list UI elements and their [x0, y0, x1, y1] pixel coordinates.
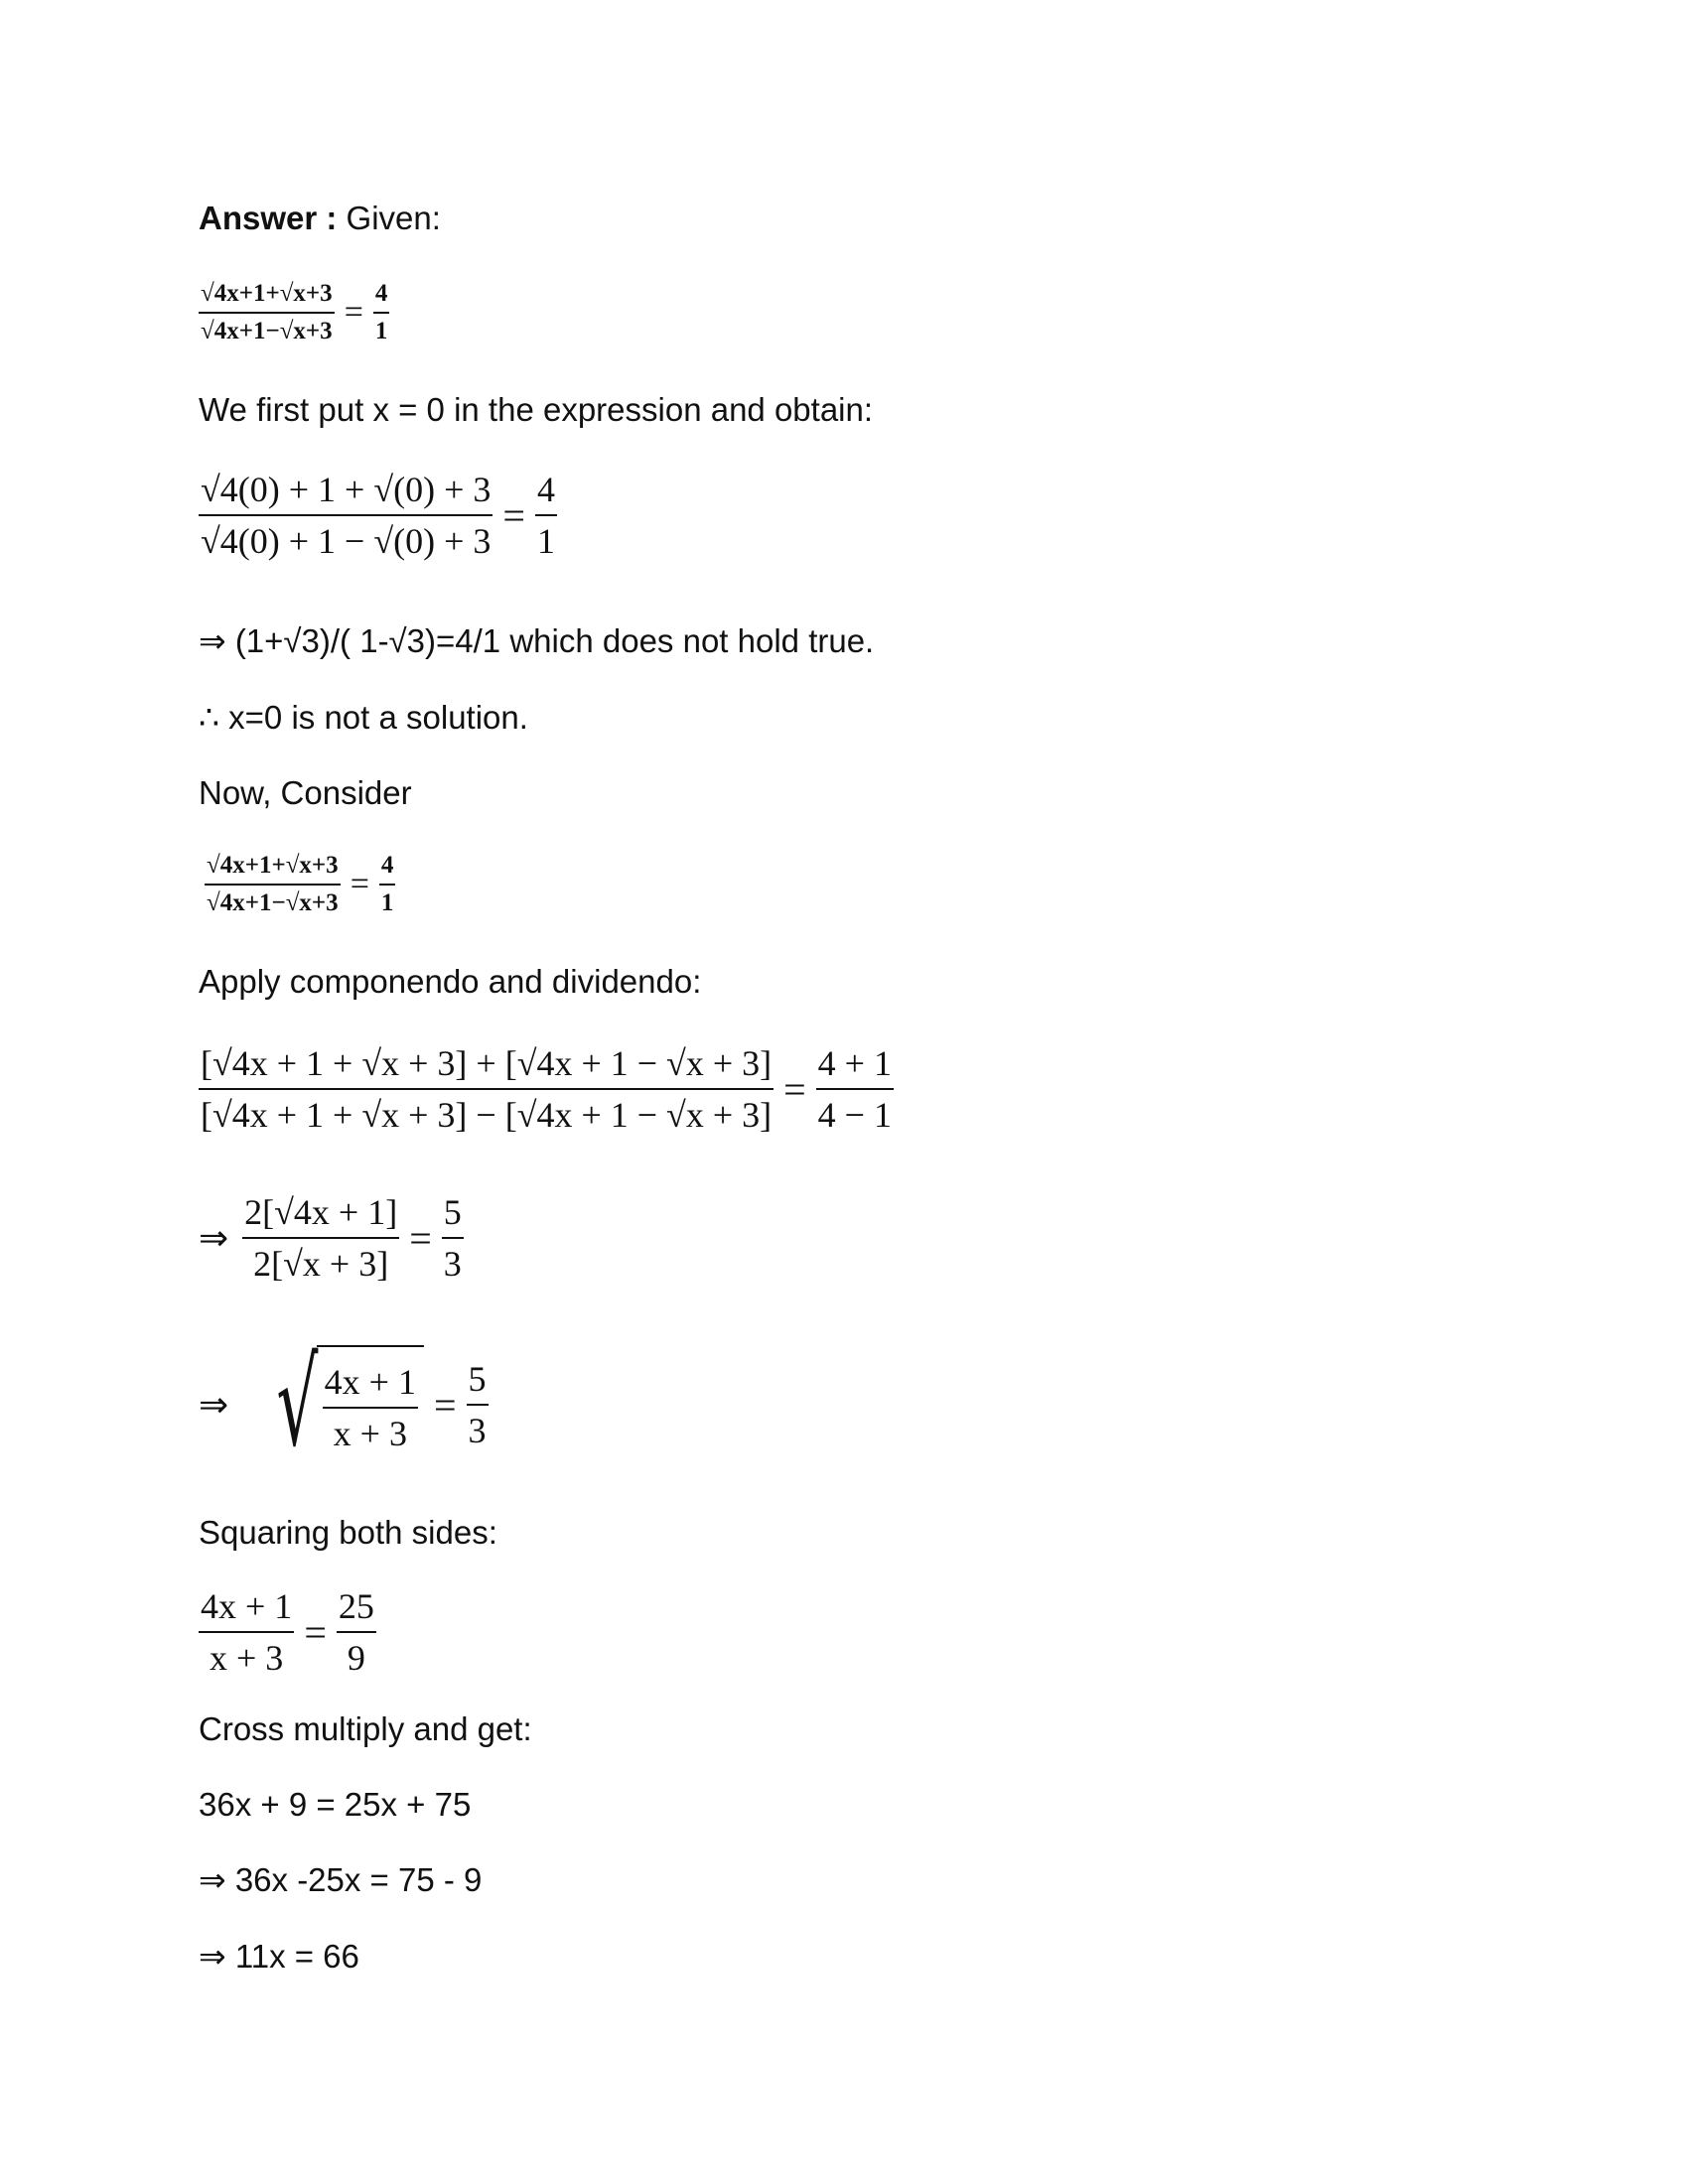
equation-root-fraction: [199, 1335, 489, 1473]
fraction-numerator: √4x+1+√x+3: [205, 852, 341, 886]
fraction-rhs: [442, 1191, 464, 1285]
equation-squared: [199, 1585, 376, 1679]
fraction-denominator: 1: [374, 318, 388, 344]
equals-sign: =: [783, 1066, 806, 1112]
equals-sign: =: [344, 294, 363, 331]
radical: [242, 1335, 424, 1473]
text-not-solution: ∴ x=0 is not a solution.: [199, 699, 528, 736]
fraction-numerator: 5: [442, 1191, 464, 1239]
fraction-lhs: [199, 280, 335, 345]
fraction-numerator: 25: [337, 1585, 376, 1633]
equals-sign: =: [304, 1609, 327, 1655]
fraction-denominator: x + 3: [210, 1638, 284, 1678]
equation-substituted: [199, 469, 557, 562]
fraction-numerator: 4: [373, 280, 390, 314]
fraction-denominator: √4x+1−√x+3: [207, 889, 339, 916]
text-consider: Now, Consider: [199, 774, 412, 811]
radicand: [317, 1345, 424, 1464]
fraction-denominator: 1: [536, 521, 555, 561]
fraction-numerator: 4x + 1: [199, 1585, 294, 1633]
fraction-denominator: 3: [443, 1244, 462, 1284]
fraction-rhs: [816, 1042, 894, 1136]
fraction-numerator: 5: [467, 1358, 489, 1406]
fraction-lhs: [199, 1042, 774, 1136]
text-step-1: 36x + 9 = 25x + 75: [199, 1786, 472, 1823]
equals-sign: =: [409, 1215, 432, 1261]
equation-componendo: [199, 1042, 894, 1136]
fraction-lhs: [242, 1191, 399, 1285]
fraction-rhs: [467, 1358, 489, 1451]
text-apply: Apply componendo and dividendo:: [199, 963, 702, 1000]
fraction-denominator: √4x+1−√x+3: [201, 318, 333, 344]
equals-sign: =: [433, 1382, 457, 1428]
fraction-numerator: [√4x + 1 + √x + 3] + [√4x + 1 − √x + 3]: [199, 1042, 774, 1090]
fraction-lhs: [205, 852, 341, 917]
fraction-rhs: [337, 1585, 376, 1679]
fraction-denominator: 1: [380, 889, 394, 916]
fraction-denominator: √4(0) + 1 − √(0) + 3: [201, 521, 492, 561]
equation-consider: [205, 852, 395, 917]
fraction-lhs: [199, 469, 492, 562]
fraction-numerator: 4: [535, 469, 557, 516]
answer-heading: [199, 199, 441, 238]
text-step-3: ⇒ 11x = 66: [199, 1938, 359, 1975]
fraction-denominator: [√4x + 1 + √x + 3] − [√4x + 1 − √x + 3]: [201, 1095, 773, 1135]
fraction-numerator: √4x+1+√x+3: [199, 280, 335, 314]
text-step-2: ⇒ 36x -25x = 75 - 9: [199, 1861, 483, 1898]
text-squaring: Squaring both sides:: [199, 1514, 497, 1551]
fraction-rhs: [373, 280, 390, 345]
fraction-numerator: 2[√4x + 1]: [242, 1191, 399, 1239]
fraction-denominator: x + 3: [333, 1414, 407, 1453]
given-label: Given:: [337, 200, 441, 236]
equals-sign: =: [502, 492, 525, 538]
radical-sign: √: [276, 1335, 319, 1473]
fraction-denominator: 3: [468, 1411, 487, 1450]
text-put-zero: We first put x = 0 in the expression and obtain:: [199, 391, 874, 428]
equation-simplified: [199, 1191, 464, 1285]
fraction-lhs: [199, 1585, 294, 1679]
fraction-denominator: 2[√x + 3]: [253, 1244, 389, 1284]
fraction-numerator: 4 + 1: [816, 1042, 894, 1090]
fraction-numerator: 4: [379, 852, 396, 886]
equation-given: [199, 280, 389, 345]
fraction-radicand: [323, 1361, 418, 1454]
fraction-numerator: 4x + 1: [323, 1361, 418, 1409]
implies-arrow: ⇒: [199, 1384, 229, 1426]
fraction-rhs: [379, 852, 396, 917]
text-not-true: ⇒ (1+√3)/( 1-√3)=4/1 which does not hold true.: [199, 622, 875, 659]
implies-arrow: ⇒: [199, 1217, 229, 1259]
fraction-numerator: √4(0) + 1 + √(0) + 3: [199, 469, 492, 516]
text-cross-multiply: Cross multiply and get:: [199, 1710, 532, 1747]
fraction-rhs: [535, 469, 557, 562]
fraction-denominator: 9: [347, 1638, 365, 1678]
answer-label: Answer :: [199, 200, 338, 236]
fraction-denominator: 4 − 1: [817, 1095, 892, 1135]
equals-sign: =: [350, 866, 369, 902]
